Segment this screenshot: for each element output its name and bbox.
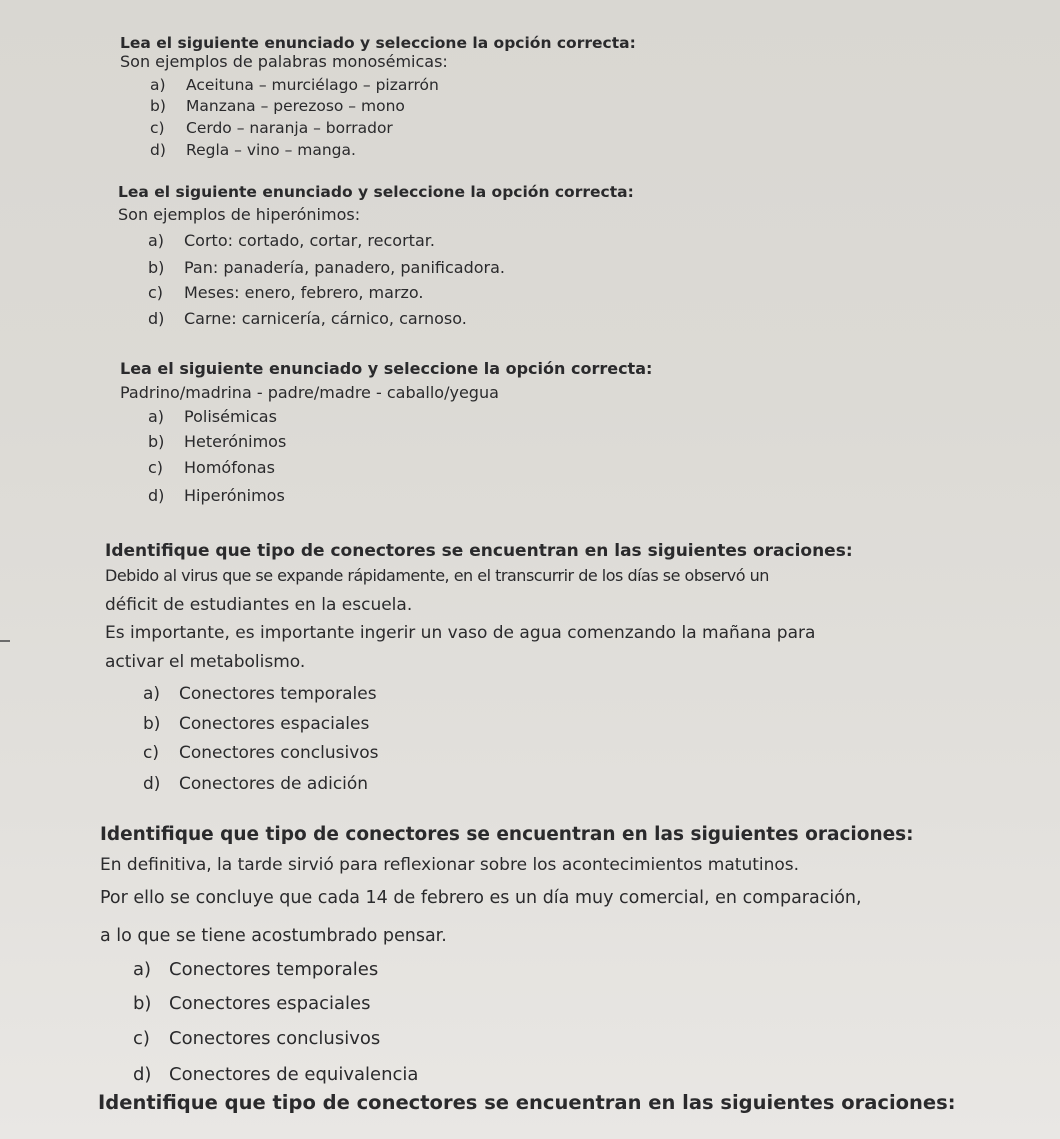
q5-passage-line-3: a lo que se tiene acostumbrado pensar. <box>100 926 447 946</box>
q6-heading: Identifique que tipo de conectores se encuentran en las siguientes oraciones: <box>98 1091 956 1114</box>
q4-passage-line-3: Es importante, es importante ingerir un vaso de agua comenzando la mañana para <box>105 623 816 643</box>
q5-option-a: a) Conectores temporales <box>133 959 379 980</box>
q2-heading: Lea el siguiente enunciado y seleccione la opción correcta: <box>118 183 634 201</box>
q4-passage-line-4: activar el metabolismo. <box>105 652 306 672</box>
q4-option-a: a) Conectores temporales <box>143 684 377 704</box>
q5-option-c: c) Conectores conclusivos <box>133 1028 381 1049</box>
q4-option-c: c) Conectores conclusivos <box>143 743 379 763</box>
q4-heading: Identifique que tipo de conectores se encuentran en las siguientes oraciones: <box>105 541 853 561</box>
q3-prompt: Padrino/madrina - padre/madre - caballo/yegua <box>120 383 499 402</box>
q1-option-a: a) Aceituna – murciélago – pizarrón <box>150 76 439 94</box>
q5-option-b: b) Conectores espaciales <box>133 993 371 1014</box>
q1-option-b: b) Manzana – perezoso – mono <box>150 97 405 115</box>
q1-heading: Lea el siguiente enunciado y seleccione la opción correcta: <box>120 34 636 52</box>
q1-option-c: c) Cerdo – naranja – borrador <box>150 119 393 137</box>
q4-option-d: d) Conectores de adición <box>143 774 369 794</box>
q2-option-c: c) Meses: enero, febrero, marzo. <box>148 283 424 302</box>
q2-option-b: b) Pan: panadería, panadero, panificadora. <box>148 258 505 277</box>
margin-mark <box>0 640 10 642</box>
q1-prompt: Son ejemplos de palabras monosémicas: <box>120 52 448 71</box>
q4-passage-line-1: Debido al virus que se expande rápidamente, en el transcurrir de los días se observó un <box>105 566 769 585</box>
q2-prompt: Son ejemplos de hiperónimos: <box>118 205 361 224</box>
q2-option-d: d) Carne: carnicería, cárnico, carnoso. <box>148 309 467 328</box>
q3-option-b: b) Heterónimos <box>148 432 287 451</box>
q5-option-d: d) Conectores de equivalencia <box>133 1064 419 1085</box>
q5-passage-line-1: En definitiva, la tarde sirvió para reflexionar sobre los acontecimientos matutinos. <box>100 855 800 875</box>
q3-option-c: c) Homófonas <box>148 458 275 477</box>
q1-option-d: d) Regla – vino – manga. <box>150 141 356 159</box>
q4-option-b: b) Conectores espaciales <box>143 714 370 734</box>
q3-heading: Lea el siguiente enunciado y seleccione la opción correcta: <box>120 359 653 378</box>
q5-passage-line-2: Por ello se concluye que cada 14 de febrero es un día muy comercial, en comparación, <box>100 888 862 908</box>
q2-option-a: a) Corto: cortado, cortar, recortar. <box>148 231 435 250</box>
q3-option-d: d) Hiperónimos <box>148 486 285 505</box>
q3-option-a: a) Polisémicas <box>148 407 277 426</box>
q4-passage-line-2: déficit de estudiantes en la escuela. <box>105 595 413 615</box>
q5-heading: Identifique que tipo de conectores se encuentran en las siguientes oraciones: <box>100 824 914 845</box>
